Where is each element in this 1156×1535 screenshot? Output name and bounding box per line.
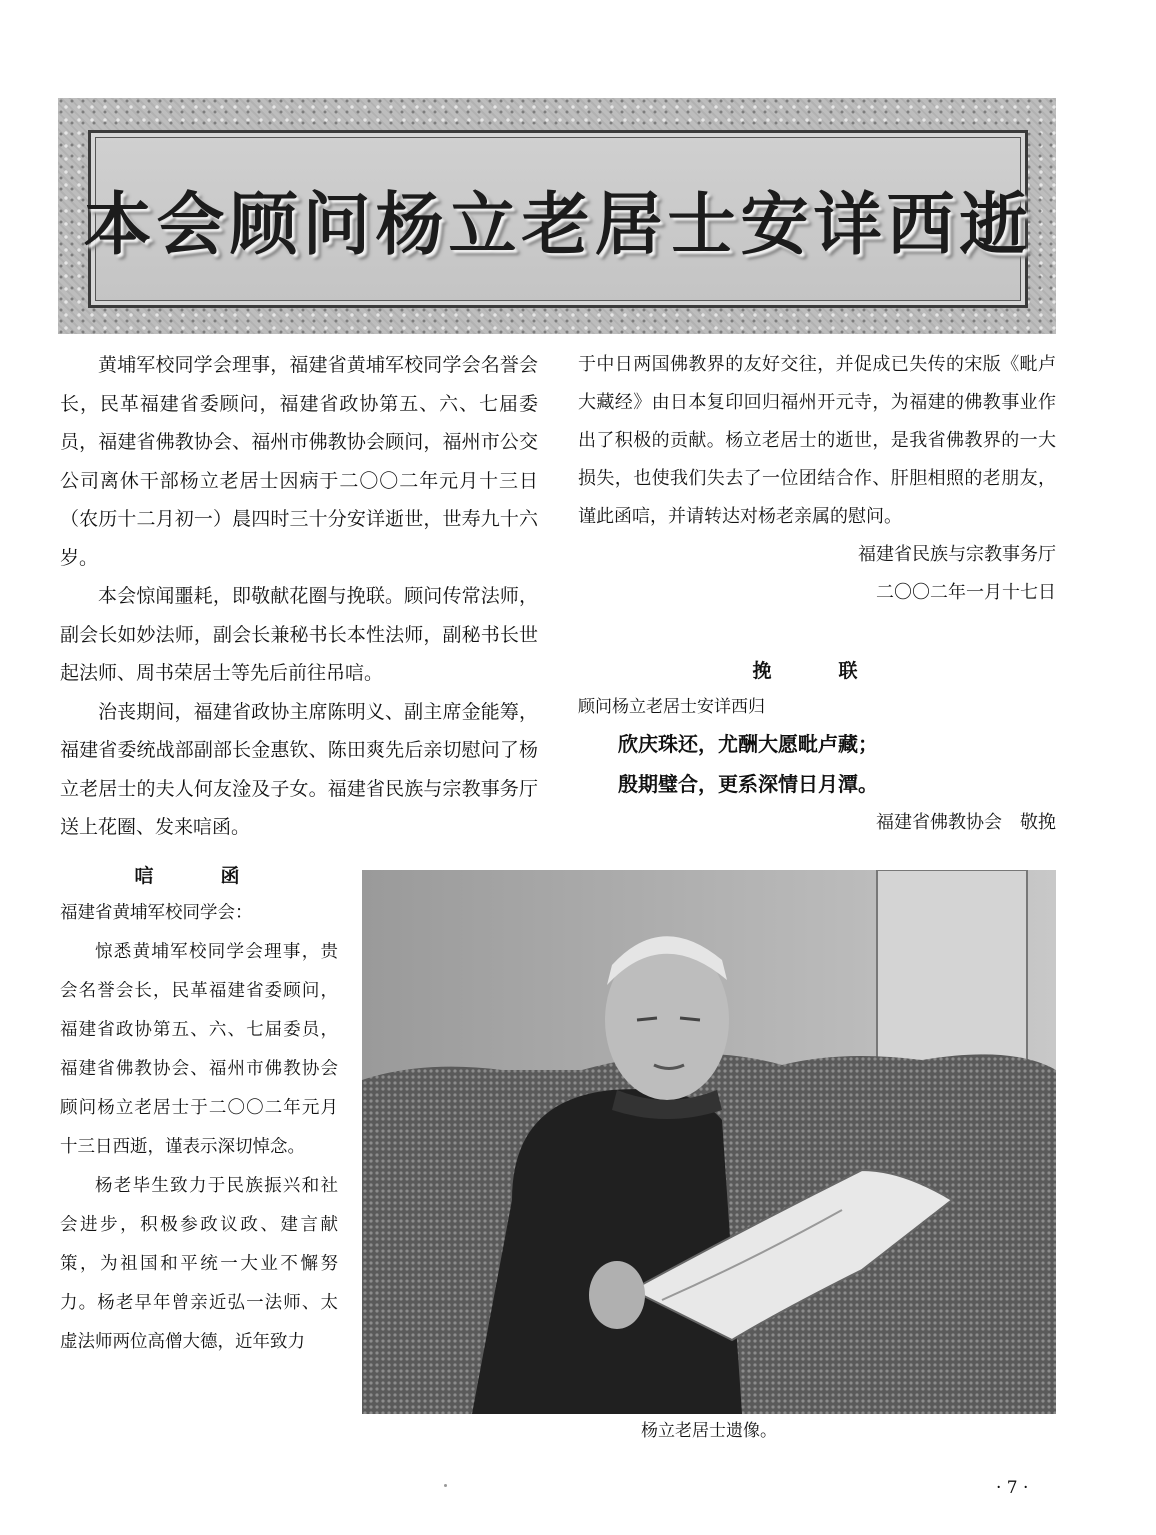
title-banner <box>58 98 1056 334</box>
portrait-photo <box>362 870 1056 1414</box>
couplet-line-1: 欣庆珠还，尤酬大愿毗卢藏； <box>618 732 878 756</box>
condolence-paragraph-1: 惊悉黄埔军校同学会理事，贵会名誉会长，民革福建省委顾问，福建省政协第五、六、七届委员，福建省佛教协会、福州市佛教协会顾问杨立老居士于二〇〇二年元月十三日西逝，谨表示深切悼念。 <box>60 942 338 1157</box>
condolence-date: 二〇〇二年一月十七日 <box>876 582 1056 603</box>
couplet-line-2: 殷期璧合，更系深情日月潭。 <box>618 772 878 796</box>
couplet-heading: 挽 联 <box>752 660 882 682</box>
portrait-image <box>362 870 1056 1414</box>
print-speck <box>444 1484 447 1487</box>
condolence-continued: 于中日两国佛教界的友好交往，并促成已失传的宋版《毗卢大藏经》由日本复印回归福州开元寺，为福建的佛教事业作出了积极的贡献。杨立老居士的逝世，是我省佛教界的一大损失，也使我们失去了一位团结合作、肝胆相照的老朋友，谨此函唁，并请转达对杨老亲属的慰问。 <box>578 354 1056 527</box>
condolence-paragraph-2: 杨老毕生致力于民族振兴和社会进步，积极参政议政、建言献策，为祖国和平统一大业不懈努力。杨老早年曾亲近弘一法师、太虚法师两位高僧大德，近年致力 <box>60 1176 338 1352</box>
title-frame <box>83 130 1033 308</box>
couplet-signer: 福建省佛教协会 敬挽 <box>876 812 1056 833</box>
condolence-heading: 唁 函 <box>134 865 264 887</box>
condolence-signer: 福建省民族与宗教事务厅 <box>858 544 1056 565</box>
page-title: 本会顾问杨立老居士安详西逝 <box>83 184 1033 265</box>
article-paragraph-1: 黄埔军校同学会理事，福建省黄埔军校同学会名誉会长，民革福建省委顾问，福建省政协第五、六、七届委员，福建省佛教协会、福州市佛教协会顾问，福州市公交公司离休干部杨立老居士因病于二〇〇二年元月十三日（农历十二月初一）晨四时三十分安详逝世，世寿九十六岁。 <box>60 354 538 569</box>
condolence-salutation: 福建省黄埔军校同学会： <box>60 903 253 923</box>
article-paragraph-3: 治丧期间，福建省政协主席陈明义、副主席金能筹，福建省委统战部副部长金惠钦、陈田爽先后亲切慰问了杨立老居士的夫人何友淦及子女。福建省民族与宗教事务厅送上花圈、发来唁函。 <box>60 700 538 838</box>
main-article <box>60 346 538 847</box>
article-paragraph-2: 本会惊闻噩耗，即敬献花圈与挽联。顾问传常法师，副会长如妙法师，副会长兼秘书长本性法师，副秘书长世起法师、周书荣居士等先后前往吊唁。 <box>60 585 538 684</box>
page-number: · 7 · <box>996 1478 1029 1498</box>
right-column <box>578 346 1056 842</box>
couplet-intro: 顾问杨立老居士安详西归 <box>578 697 765 717</box>
photo-caption: 杨立老居士遗像。 <box>641 1421 777 1441</box>
condolence-letter <box>60 858 338 1362</box>
